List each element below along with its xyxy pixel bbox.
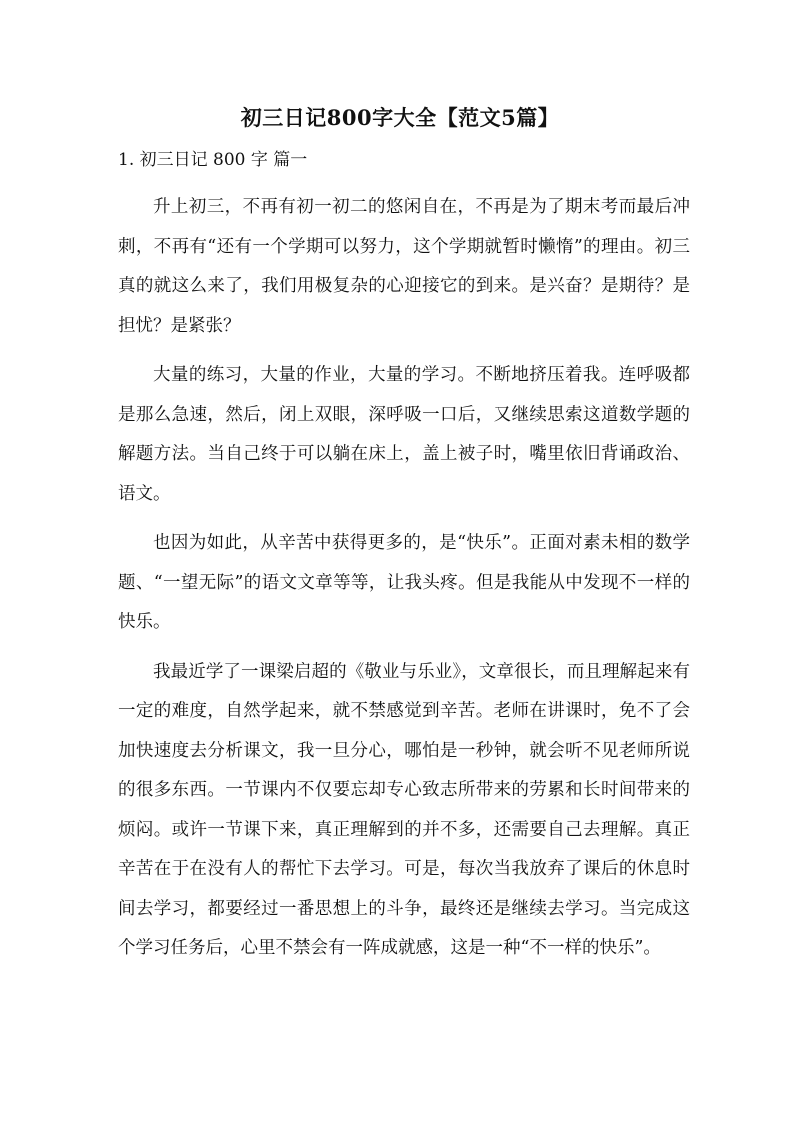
document-body [118,188,690,979]
paragraph: 也因为如此，从辛苦中获得更多的，是“快乐”。正面对素未相的数学题、“一望无际”的语文文章等等，让我头疼。但是我能从中发现不一样的快乐。 [118,533,690,632]
paragraph: 升上初三，不再有初一初二的悠闲自在，不再是为了期末考而最后冲刺，不再有“还有一个学期可以努力，这个学期就暂时懒惰”的理由。初三真的就这么来了，我们用极复杂的心迎接它的到来。是兴奋？是期待？是担忧？是紧张？ [118,197,690,336]
document-title: 初三日记800字大全【范文5篇】 [240,105,560,130]
section-heading: 1. 初三日记 800 字 篇一 [118,150,308,170]
paragraph: 大量的练习，大量的作业，大量的学习。不断地挤压着我。连呼吸都是那么急速，然后，闭上双眼，深呼吸一口后，又继续思索这道数学题的解题方法。当自己终于可以躺在床上，盖上被子时，嘴里依旧背诵政治、语文。 [118,365,690,504]
paragraph: 我最近学了一课梁启超的《敬业与乐业》，文章很长，而且理解起来有一定的难度，自然学起来，就不禁感觉到辛苦。老师在讲课时，免不了会加快速度去分析课文，我一旦分心，哪怕是一秒钟，就会听不见老师所说的很多东西。一节课内不仅要忘却专心致志所带来的劳累和长时间带来的烦闷。或许一节课下来，真正理解到的并不多，还需要自己去理解。真正辛苦在于在没有人的帮忙下去学习。可是，每次当我放弃了课后的休息时间去学习，都要经过一番思想上的斗争，最终还是继续去学习。当完成这个学习任务后，心里不禁会有一阵成就感，这是一种“不一样的快乐”。 [118,661,690,958]
